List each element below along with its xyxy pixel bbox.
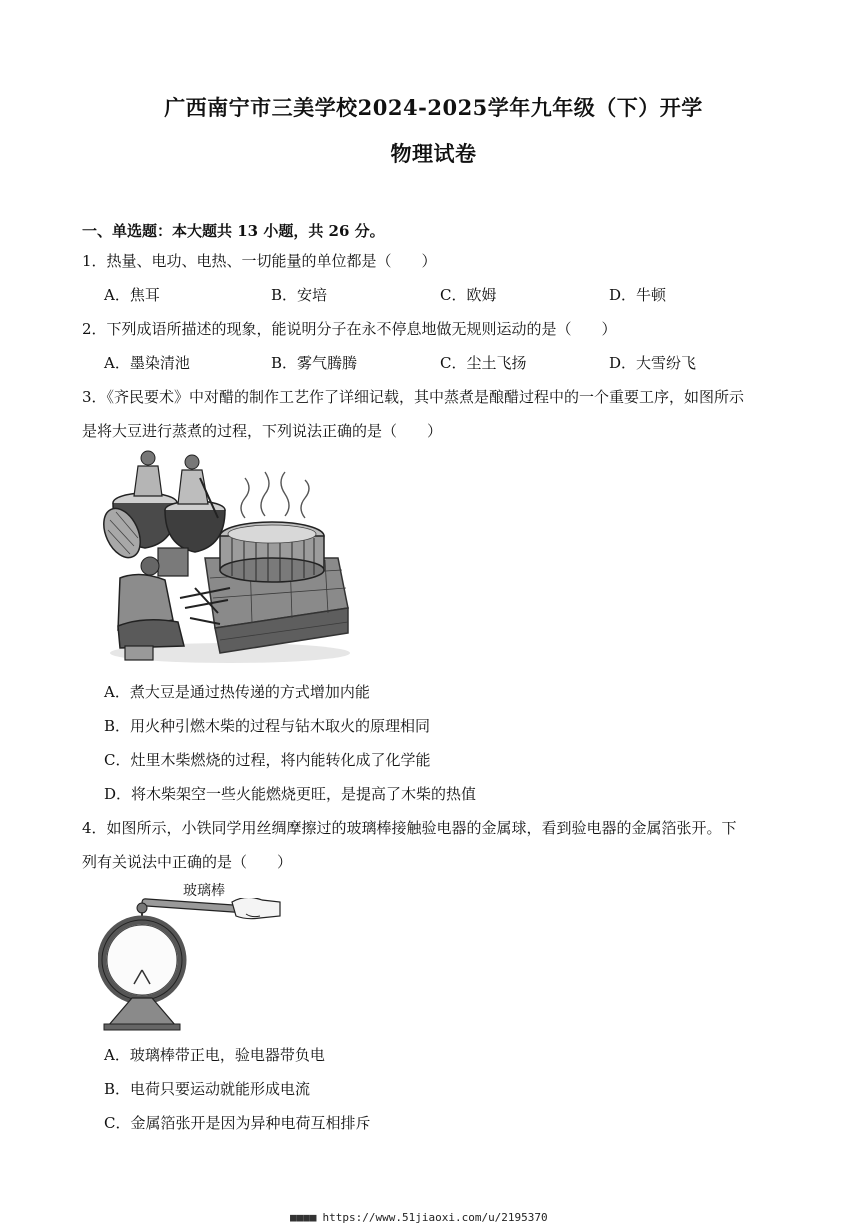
question-4-stem-line-2: 列有关说法中正确的是（ ）	[82, 853, 293, 871]
question-1-option-d: D．牛顿	[609, 286, 667, 304]
question-3-stem-line-1: 3．《齐民要术》中对醋的制作工艺作了详细记载，其中蒸煮是酿醋过程中的一个重要工序，如图所示	[82, 388, 745, 406]
question-1-option-c: C．欧姆	[440, 286, 497, 304]
question-4-option-b: B．电荷只要运动就能形成电流	[104, 1080, 311, 1098]
electroscope-illustration	[98, 898, 288, 1034]
question-2-stem: 2．下列成语所描述的现象，能说明分子在永不停息地做无规则运动的是（ ）	[82, 320, 617, 338]
page-subtitle: 物理试卷	[390, 141, 477, 166]
question-4-option-c: C．金属箔张开是因为异种电荷互相排斥	[104, 1114, 371, 1132]
footer-watermark	[290, 1211, 548, 1224]
page-title: 广西南宁市三美学校2024-2025学年九年级（下）开学	[164, 95, 703, 120]
footer-brand: ■■■■	[290, 1211, 317, 1224]
question-4-option-a: A．玻璃棒带正电，验电器带负电	[104, 1046, 325, 1064]
question-3-stem-line-2: 是将大豆进行蒸煮的过程，下列说法正确的是（ ）	[82, 422, 443, 440]
question-3-option-d: D．将木柴架空一些火能燃烧更旺，是提高了木柴的热值	[104, 785, 477, 803]
question-2-option-a: A．墨染清池	[104, 354, 190, 372]
footer-url[interactable]: https://www.51jiaoxi.com/u/2195370	[322, 1211, 548, 1224]
question-2-option-c: C．尘土飞扬	[440, 354, 527, 372]
question-1-stem: 1．热量、电功、电热、一切能量的单位都是（ ）	[82, 252, 437, 270]
glass-rod-label: 玻璃棒	[183, 883, 225, 899]
question-2-option-d: D．大雪纷飞	[609, 354, 697, 372]
question-2-option-b: B．雾气腾腾	[271, 354, 358, 372]
vinegar-steaming-illustration	[100, 448, 350, 668]
question-3-option-b: B．用火种引燃木柴的过程与钻木取火的原理相同	[104, 717, 431, 735]
question-4-stem-line-1: 4．如图所示，小铁同学用丝绸摩擦过的玻璃棒接触验电器的金属球，看到验电器的金属箔张开。下	[82, 819, 737, 837]
question-1-option-a: A．焦耳	[104, 286, 160, 304]
question-1-option-b: B．安培	[271, 286, 328, 304]
question-3-option-c: C．灶里木柴燃烧的过程，将内能转化成了化学能	[104, 751, 431, 769]
question-3-option-a: A．煮大豆是通过热传递的方式增加内能	[104, 683, 370, 701]
section-heading: 一、单选题：本大题共 13 小题，共 26 分。	[82, 222, 385, 240]
